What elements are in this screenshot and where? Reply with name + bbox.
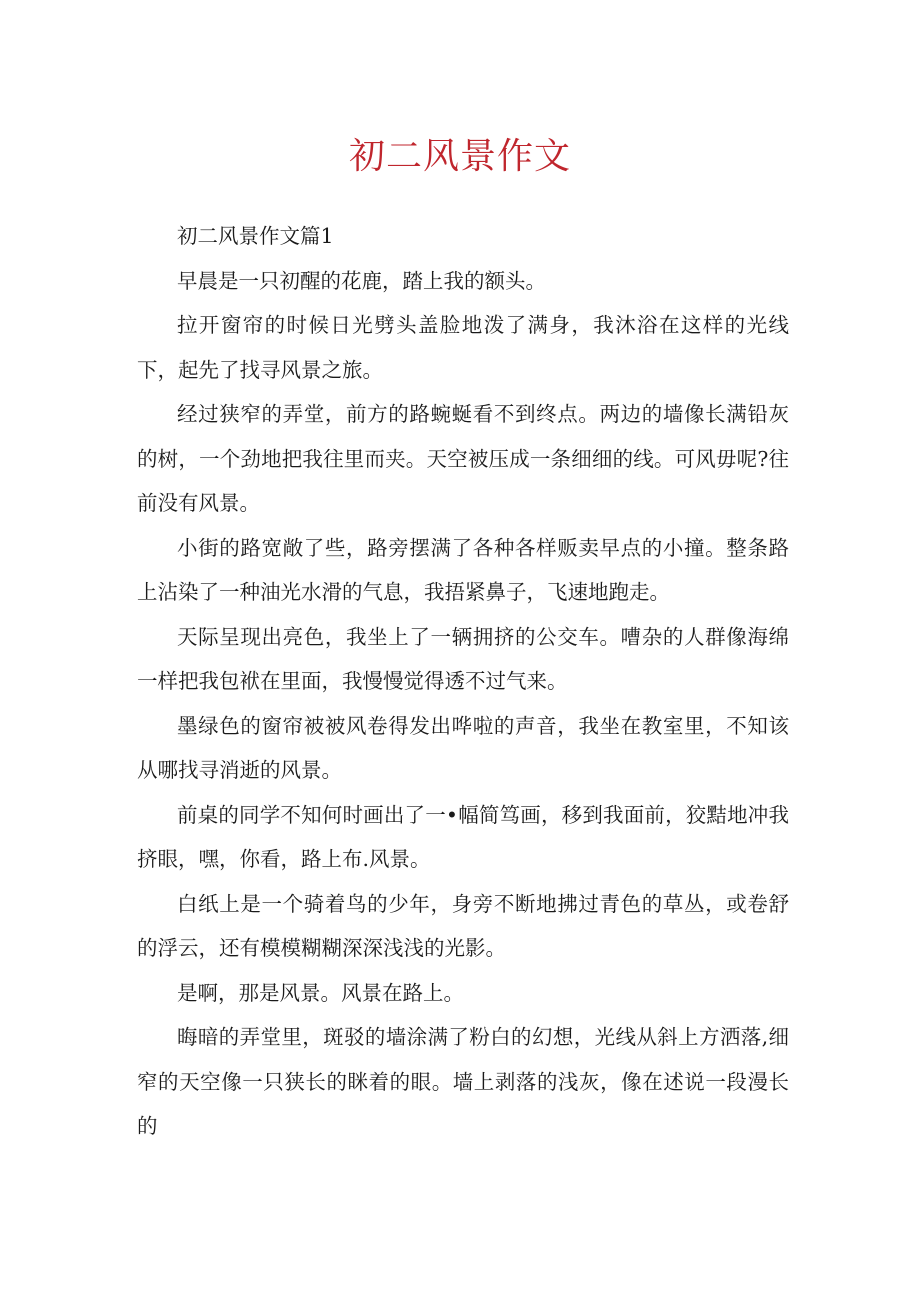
document-body <box>137 214 789 1149</box>
paragraph: 早晨是一只初醒的花鹿，踏上我的额头。 <box>177 268 546 293</box>
paragraph: 天际呈现出亮色，我坐上了一辆拥挤的公交车。嘈杂的人群像海绵一样把我包袱在里面，我慢慢觉得透不过气来。 <box>137 624 789 693</box>
paragraph: 小街的路宽敞了些，路旁摆满了各种各样贩卖早点的小撞。整条路上沾染了一种油光水滑的气息，我捂紧鼻子，飞速地跑走。 <box>137 535 789 604</box>
paragraph: 晦暗的弄堂里，斑驳的墙涂满了粉白的幻想，光线从斜上方洒落,细窄的天空像一只狭长的眯着的眼。墙上剥落的浅灰，像在述说一段漫长的 <box>137 1025 789 1138</box>
paragraph: 经过狭窄的弄堂，前方的路蜿蜒看不到终点。两边的墙像长满铅灰的树，一个劲地把我往里而夹。天空被压成一条细细的线。可风毋呢?往前没有风景。 <box>137 402 789 515</box>
document-title: 初二风景作文 <box>348 136 571 177</box>
paragraph: 是啊，那是风景。风景在路上。 <box>177 980 464 1005</box>
section-heading: 初二风景作文篇1 <box>177 224 334 248</box>
paragraph: 白纸上是一个骑着鸟的少年，身旁不断地拂过青色的草丛，或卷舒的浮云，还有模模糊糊深深浅浅的光影。 <box>137 891 789 960</box>
paragraph: 拉开窗帘的时候日光劈头盖脸地泼了满身，我沐浴在这样的光线下，起先了找寻风景之旅。 <box>137 313 789 382</box>
paragraph: 墨绿色的窗帘被被风卷得发出哗啦的声音，我坐在教室里，不知该从哪找寻消逝的风景。 <box>137 713 789 782</box>
paragraph: 前桌的同学不知何时画出了一•幅简笃画，移到我面前，狡黠地冲我挤眼，嘿，你看，路上布.风景。 <box>137 802 789 871</box>
